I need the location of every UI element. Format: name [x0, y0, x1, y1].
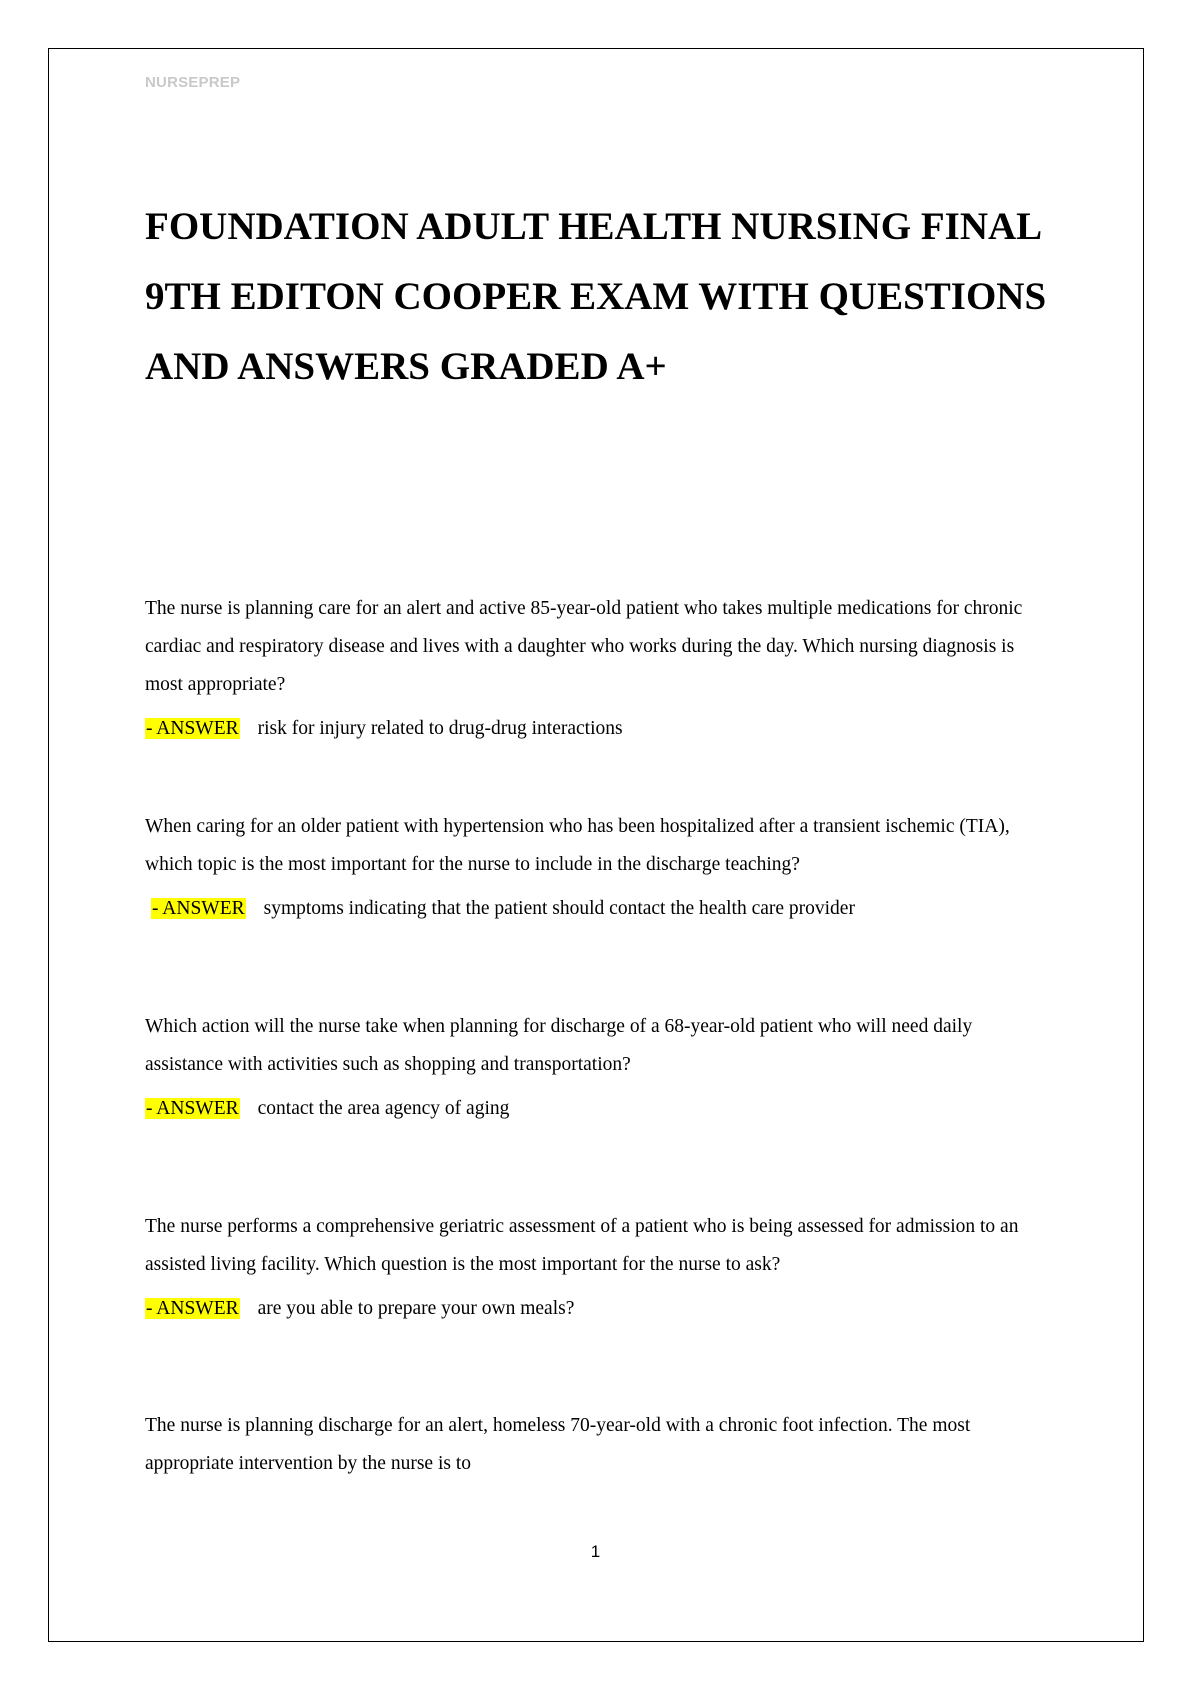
- question-text: The nurse is planning discharge for an alert, homeless 70-year-old with a chronic foot infection. The most appropriate intervention by the nurse is to: [145, 1415, 971, 1474]
- qa-item-1: [145, 590, 1045, 742]
- answer-text: are you able to prepare your own meals?: [257, 1298, 575, 1319]
- page-number: 1: [590, 1542, 601, 1561]
- question-text: The nurse performs a comprehensive geriatric assessment of a patient who is being assessed for admission to an assisted living facility. Which question is the most important for the nurse to ask?: [145, 1216, 1019, 1275]
- answer-highlight: - ANSWER: [146, 718, 239, 739]
- answer-highlight: - ANSWER: [152, 898, 245, 919]
- qa-item-5: [145, 1407, 1045, 1483]
- answer-highlight: - ANSWER: [146, 1298, 239, 1319]
- question-text: The nurse is planning care for an alert and active 85-year-old patient who takes multiple medications for chronic cardiac and respiratory disease and lives with a daughter who works during the day. Which nursing diagnosis is most appropriate?: [145, 598, 1023, 695]
- answer-text: symptoms indicating that the patient should contact the health care provider: [263, 898, 855, 919]
- answer-text: risk for injury related to drug-drug interactions: [257, 718, 623, 739]
- answer-highlight: - ANSWER: [146, 1098, 239, 1119]
- brand-watermark: NURSEPREP: [145, 74, 241, 91]
- qa-item-4: [145, 1208, 1045, 1322]
- qa-item-3: [145, 1008, 1045, 1122]
- qa-item-2: [145, 808, 1045, 922]
- answer-line: [145, 1096, 1045, 1122]
- answer-text: contact the area agency of aging: [257, 1098, 510, 1119]
- answer-line: [145, 716, 1045, 742]
- document-title: FOUNDATION ADULT HEALTH NURSING FINAL 9TH EDITON COOPER EXAM WITH QUESTIONS AND ANSWERS GRADED A+: [145, 205, 1047, 388]
- question-text: When caring for an older patient with hypertension who has been hospitalized after a transient ischemic (TIA), which topic is the most important for the nurse to include in the discharge teaching?: [145, 816, 1010, 875]
- question-text: Which action will the nurse take when planning for discharge of a 68-year-old patient who will need daily assistance with activities such as shopping and transportation?: [145, 1016, 973, 1075]
- answer-line: [145, 1296, 1045, 1322]
- answer-line: [145, 896, 1045, 922]
